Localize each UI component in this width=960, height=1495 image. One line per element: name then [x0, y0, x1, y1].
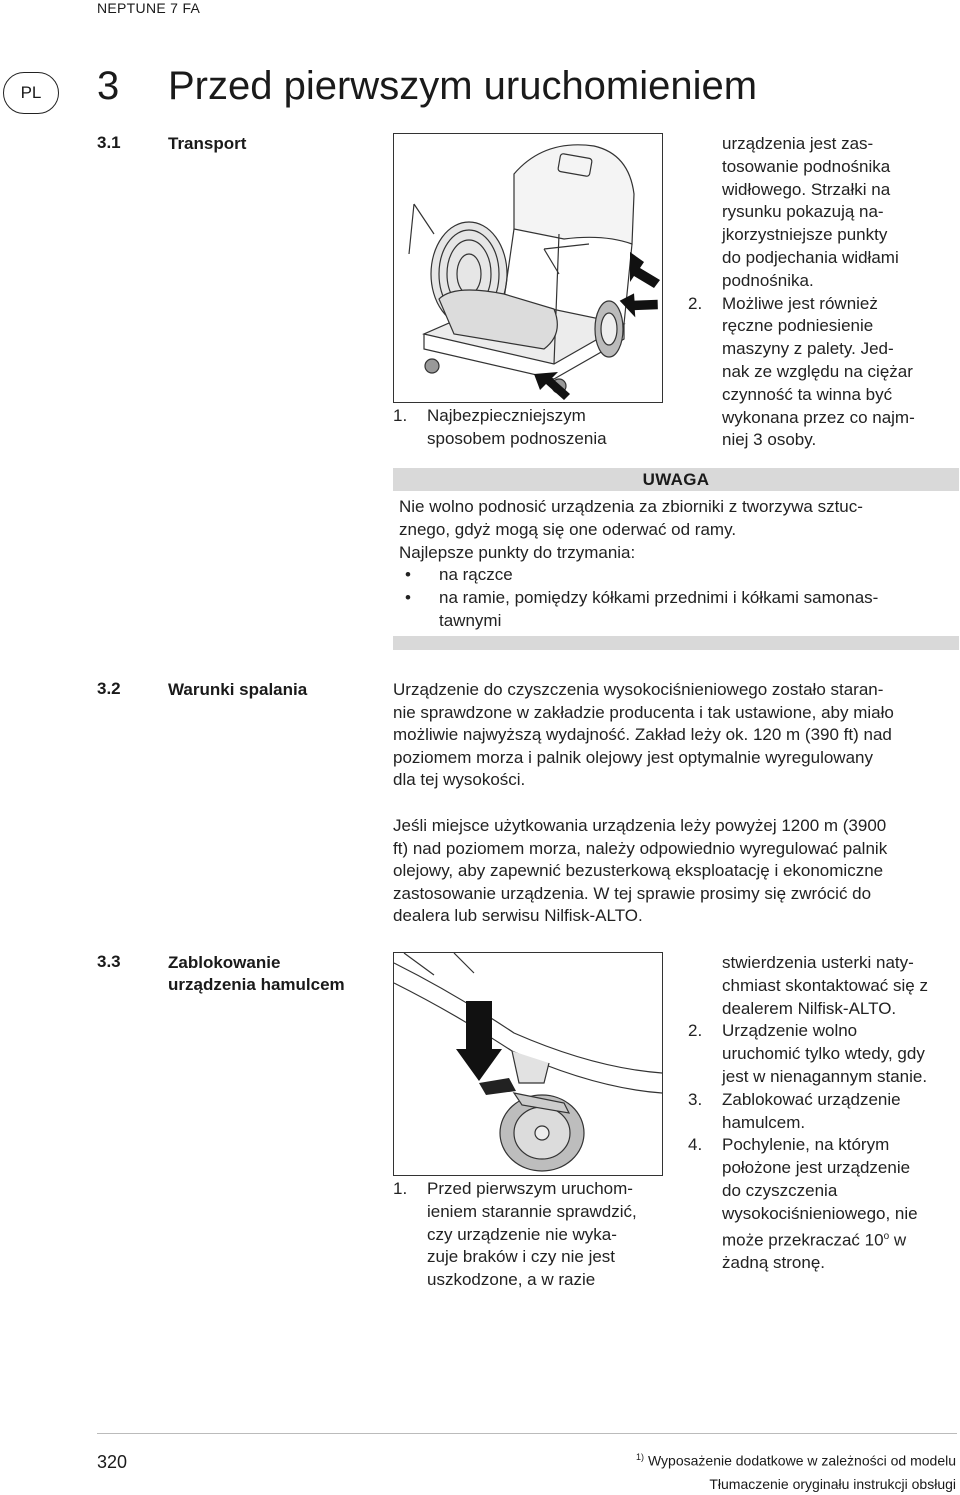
text-line: możliwie najwyższą wydajność. Zakład leży ok. 120 m (390 ft) nad [393, 725, 892, 745]
section-3-3-title [168, 952, 345, 996]
text-line: czy urządzenie nie wyka- [427, 1224, 617, 1244]
step-number: 3. [688, 1089, 703, 1109]
text-line: zuje braków i czy nie jest [427, 1247, 616, 1267]
step-2 [688, 293, 958, 453]
text-line: stwierdzenia usterki naty- [722, 953, 914, 972]
language-badge: PL [3, 72, 59, 114]
bullet-text: tawnymi [439, 610, 502, 630]
bullet-text: na ramie, pomiędzy kółkami przednimi i kółkami samonas- [439, 588, 879, 608]
section-3-3-right-column [688, 952, 960, 1275]
text-line: żadną stronę. [722, 1253, 826, 1273]
step-number: 1. [393, 406, 408, 425]
text-line: uszkodzone, a w razie [427, 1270, 596, 1290]
text-line: Najlepsze punkty do trzymania: [399, 542, 636, 562]
text-line: Urządzenie wolno [722, 1021, 858, 1041]
brake-figure [393, 952, 663, 1176]
chapter-title: Przed pierwszym uruchomieniem [168, 64, 758, 108]
text-line: niej 3 osoby. [722, 430, 817, 450]
text-line: nie sprawdzone w zakładzie producenta i tak ustawione, aby miało [393, 702, 894, 722]
text-line: dealerem Nilfisk-ALTO. [722, 998, 897, 1018]
footer-divider [97, 1433, 957, 1434]
brake-wheel-illustration [394, 953, 662, 1175]
page-number: 320 [97, 1452, 128, 1472]
text-line: urządzenia jest zas- [722, 134, 874, 153]
text-line: położone jest urządzenie [722, 1158, 911, 1178]
section-3-3-number: 3.3 [97, 952, 121, 971]
step-4 [688, 1134, 960, 1274]
footnote [636, 1452, 956, 1469]
transport-figure [393, 133, 663, 403]
text-line: Przed pierwszym uruchom- [427, 1179, 633, 1198]
text-line: Pochylenie, na którym [722, 1135, 890, 1155]
section-3-3-step-1-start [393, 1178, 663, 1292]
text-line: Możliwe jest również [722, 293, 878, 313]
text-line: nak ze względu na ciężar [722, 361, 913, 381]
text-line: olejowy, aby zapewnić bezusterkową eksploatację i ekonomiczne [393, 861, 884, 881]
text-line: dealera lub serwisu Nilfisk-ALTO. [393, 906, 643, 926]
step-number: 2. [688, 1021, 703, 1041]
text-line: do podjechania widłami [722, 247, 899, 267]
text-line: czynność ta winna być [722, 384, 893, 404]
text-fragment: może przekraczać 10 [722, 1230, 884, 1250]
section-3-2-paragraph-1 [393, 679, 959, 792]
text-line: maszyny z palety. Jed- [722, 339, 894, 359]
text-line: znego, gdyż mogą się one oderwać od ramy. [399, 519, 737, 539]
bullet-mark: • [405, 565, 411, 585]
bullet-text: na rączce [439, 565, 513, 585]
text-line: wysokociśnieniowego, nie [722, 1203, 918, 1223]
text-line: tosowanie podnośnika [722, 156, 891, 176]
title-line: urządzenia hamulcem [168, 975, 345, 994]
text-line: Urządzenie do czyszczenia wysokociśnieniowego zostało staran- [393, 680, 884, 699]
footnote-text: Wyposażenie dodatkowe w zależności od modelu [644, 1452, 956, 1469]
text-line: chmiast skontaktować się z [722, 975, 928, 995]
warning-heading: UWAGA [393, 468, 959, 491]
degree-superscript: o [883, 1230, 890, 1242]
text-line: wykonana przez co najm- [722, 407, 915, 427]
text-line: jkorzystniejsze punkty [722, 225, 888, 245]
text-line: ręczne podniesienie [722, 316, 874, 336]
section-3-1-step-1-start [393, 405, 663, 451]
text-line: widłowego. Strzałki na [722, 179, 891, 199]
text-line: jest w nienagannym stanie. [722, 1066, 928, 1086]
text-line: Najbezpieczniejszym [427, 406, 586, 425]
section-3-2-paragraph-2 [393, 815, 959, 928]
page-header: NEPTUNE 7 FA [97, 0, 201, 16]
text-line: sposobem podnoszenia [427, 428, 607, 448]
pressure-washer-illustration [394, 134, 662, 402]
step-1-continuation [688, 952, 960, 1020]
text-line: rysunku pokazują na- [722, 202, 884, 222]
text-line: Nie wolno podnosić urządzenia za zbiorniki z tworzywa sztuc- [399, 497, 863, 516]
text-line: poziomem morza i palnik olejowy jest optymalnie wyregulowany [393, 747, 873, 767]
chapter-number: 3 [97, 64, 120, 108]
warning-bullet-1 [399, 564, 959, 587]
brake-pedal-arrow [456, 1001, 502, 1081]
warning-body [399, 496, 959, 633]
warning-footer-bar [393, 636, 959, 650]
step-2 [688, 1020, 960, 1088]
text-line: dla tej wysokości. [393, 770, 526, 790]
bullet-mark: • [405, 588, 411, 608]
footnote-mark: 1) [636, 1452, 645, 1462]
text-line: uruchomić tylko wtedy, gdy [722, 1044, 925, 1064]
text-line: Jeśli miejsce użytkowania urządzenia leży powyżej 1200 m (3900 [393, 816, 887, 835]
section-3-1-right-column [688, 133, 958, 452]
text-fragment: w [889, 1230, 907, 1250]
step-1-continuation [688, 133, 958, 293]
text-line: ieniem starannie sprawdzić, [427, 1201, 637, 1221]
step-number: 4. [688, 1135, 703, 1155]
warning-bullet-2 [399, 587, 959, 633]
section-3-1-title: Transport [168, 134, 247, 153]
section-3-2-title: Warunki spalania [168, 680, 308, 699]
step-3 [688, 1089, 960, 1135]
text-line: do czyszczenia [722, 1180, 838, 1200]
step-number: 1. [393, 1179, 408, 1198]
text-line [722, 1226, 960, 1252]
translation-credit: Tłumaczenie oryginału instrukcji obsługi [709, 1476, 956, 1492]
text-line: hamulcem. [722, 1112, 806, 1132]
step-number: 2. [688, 293, 703, 313]
section-3-2-number: 3.2 [97, 679, 121, 698]
title-line: Zablokowanie [168, 953, 281, 972]
text-line: podnośnika. [722, 270, 814, 290]
section-3-1-number: 3.1 [97, 133, 121, 152]
text-line: ft) nad poziomem morza, należy odpowiednio wyregulować palnik [393, 838, 888, 858]
text-line: zastosowanie urządzenia. W tej sprawie prosimy się zwrócić do [393, 883, 872, 903]
text-line: Zablokować urządzenie [722, 1089, 901, 1109]
